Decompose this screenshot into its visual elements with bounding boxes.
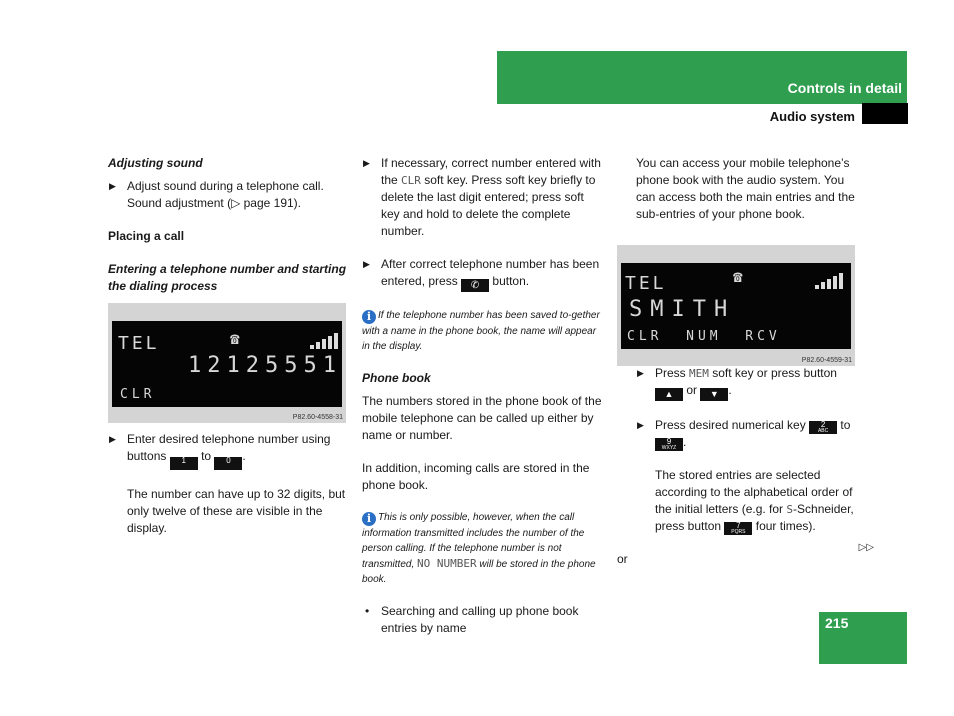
key-9-icon (655, 438, 683, 451)
step-text: button. (492, 274, 530, 288)
step-text: to (840, 418, 851, 432)
display-figure-1 (108, 303, 346, 423)
key-label: 2 (820, 420, 826, 429)
step-correct-number (362, 155, 602, 240)
softkey-clr-label: CLR (401, 174, 421, 187)
bullet-arrow-icon: ▶ (109, 181, 116, 191)
lcd-phone-number: 12125551 (188, 353, 342, 378)
lcd-tel-label: TEL (625, 273, 667, 294)
step-numerical-key: ▶ Press desired numerical key 2 ABC to 9 WXYZ . (637, 418, 851, 451)
bullet-arrow-icon: ▶ (363, 259, 370, 269)
header-band (497, 51, 907, 104)
continued-icon: ▷▷ (858, 542, 874, 553)
lcd-softkey-clr: CLR (120, 387, 156, 402)
step-text: soft key. Press soft key briefly to delete the last digit entered; press soft key and hold to delete the complete number. (381, 173, 596, 238)
digits-info: The number can have up to 32 digits, but only twelve of these are visible in the display. (127, 487, 346, 535)
header-marker (862, 103, 908, 124)
heading-phone-book: Phone book (362, 371, 431, 385)
signal-strength-icon (815, 273, 843, 289)
bullet-arrow-icon: ▶ (109, 434, 116, 444)
step-text: If necessary, correct number entered with the (381, 156, 601, 187)
figure-caption: P82.60-4559-31 (801, 357, 852, 364)
info-icon: i (362, 512, 376, 526)
key-label: 9 (666, 437, 672, 446)
key-letters: PQRS (731, 529, 746, 535)
incoming-calls-text: In addition, incoming calls are stored in the phone book. (362, 461, 590, 492)
note-text: This is only possible, however, when the call information transmitted includes the number of the person calling. If the telephone number is not transmitted, (362, 512, 585, 570)
handset-icon: ☎ (230, 329, 243, 348)
step-text: or (686, 383, 698, 397)
bullet-arrow-icon: ▶ (363, 158, 370, 168)
display-figure-2 (617, 245, 855, 366)
bullet-dot-icon: • (365, 604, 370, 618)
step-text: soft key or press button (712, 366, 837, 380)
softkey-mem-label: MEM (689, 367, 709, 380)
alphabetical-order-text (617, 467, 857, 535)
key-7-icon (724, 522, 752, 535)
step-text: Press desired numerical key (655, 418, 806, 432)
key-label: 0 (226, 456, 231, 465)
note-no-number (362, 510, 602, 587)
key-0-icon (214, 457, 242, 470)
call-button-icon: ✆ (461, 279, 489, 292)
page-number: 215 (825, 615, 849, 631)
para-text: The stored entries are selected according to the alphabetical order of the initial letters (e.g. for (655, 468, 853, 516)
phone-book-access-text: You can access your mobile telephone’s phone book with the audio system. You can access both the main entries and the sub-entries of your phone book. (636, 156, 855, 221)
heading-adjusting-sound: Adjusting sound (108, 156, 203, 170)
section-title: Controls in detail (787, 80, 902, 96)
phone-book-intro: The numbers stored in the phone book of the mobile telephone can be called up either by name or number. (362, 394, 602, 442)
lcd-softkeys: CLR NUM RCV (627, 329, 781, 344)
heading-entering-number: Entering a telephone number and starting the dialing process (108, 262, 347, 293)
lcd-contact-name: SMITH (629, 297, 736, 322)
heading-placing-call: Placing a call (108, 229, 185, 243)
key-letters: ABC (817, 428, 829, 434)
no-number-label: NO NUMBER (417, 557, 477, 570)
column-2 (362, 155, 602, 637)
handset-icon: ☎ (733, 267, 746, 286)
key-letters: WXYZ (661, 445, 677, 451)
bullet-text: Searching and calling up phone book entries by name (381, 604, 579, 635)
step-text: to (201, 449, 212, 463)
lcd-display (112, 321, 342, 407)
signal-strength-icon (310, 333, 338, 349)
key-label: 7 (736, 521, 741, 530)
step-press-mem: ▶ Press MEM soft key or press button ▲ or ▼ . (637, 366, 837, 399)
key-2-icon (809, 421, 837, 434)
column-3 (617, 155, 857, 584)
lcd-display (621, 263, 851, 349)
note-saved-name (362, 308, 602, 354)
step-text: Adjust sound during a telephone call. Sound adjustment (▷ page 191). (127, 179, 324, 210)
up-button-icon: ▲ (655, 388, 683, 401)
bullet-arrow-icon: ▶ (637, 368, 644, 378)
step-enter-number: ▶ Enter desired telephone number using buttons 1 to 0 . (108, 431, 348, 470)
figure-caption: P82.60-4558-31 (292, 414, 343, 421)
note-text: will be stored in the phone book. (362, 559, 596, 585)
info-icon: i (362, 310, 376, 324)
or-text: or (617, 552, 628, 566)
key-1-icon (170, 457, 198, 470)
step-text: After correct telephone number has been entered, press (381, 257, 600, 288)
para-text: -Schneider, press button (655, 502, 854, 533)
bullet-search-by-name (362, 603, 602, 637)
bullet-arrow-icon: ▶ (637, 420, 644, 430)
lcd-tel-label: TEL (118, 333, 160, 354)
step-text: Enter desired telephone number using buttons (127, 432, 331, 463)
note-text: If the telephone number has been saved to-gether with a name in the phone book, the name will appear in the display. (362, 310, 600, 352)
step-press-call (362, 256, 602, 292)
down-button-icon: ▼ (700, 388, 728, 401)
step-adjust-sound (108, 178, 348, 212)
step-text: Press (655, 366, 686, 380)
key-label: 1 (181, 456, 186, 465)
para-text: four times). (755, 519, 816, 533)
letter-s-label: S (786, 503, 794, 516)
subsection-title: Audio system (769, 109, 855, 124)
